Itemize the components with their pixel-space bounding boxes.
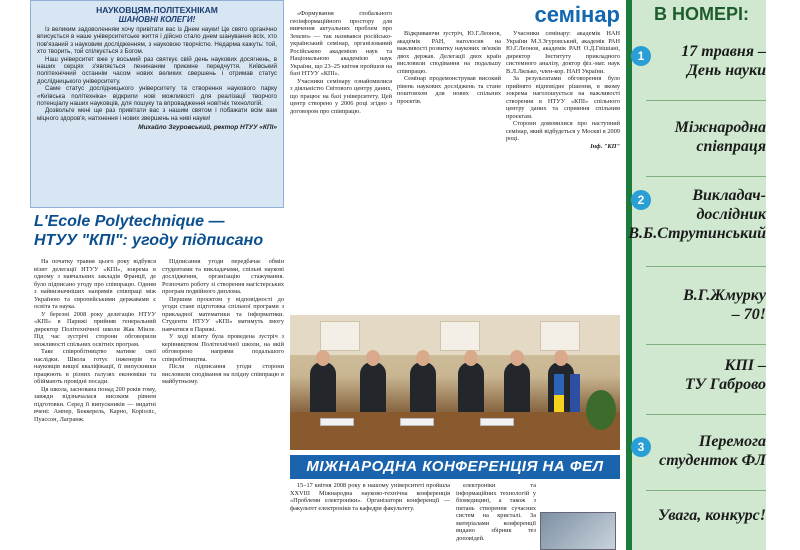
photo-window bbox=[320, 321, 360, 351]
seminar-column-1 bbox=[290, 10, 392, 310]
article-paragraph: У березні 2008 року делегацію НТУУ «КПІ» в Парижі прийняв генеральний директор Політехнічної школи Жак Мінле. Під час зустрічі сторони обговорили можливості спільних освітніх програм. bbox=[34, 310, 156, 348]
name-plate bbox=[480, 418, 514, 426]
ecole-article-column-2 bbox=[162, 258, 284, 550]
seminar-headline[interactable]: семінар bbox=[534, 2, 620, 27]
conference-headline[interactable]: МІЖНАРОДНА КОНФЕРЕНЦІЯ НА ФЕЛ bbox=[290, 455, 620, 479]
photo-head bbox=[510, 350, 524, 366]
rector-greeting-box bbox=[30, 0, 284, 208]
contents-divider bbox=[646, 490, 766, 491]
sidebar-cut-edge bbox=[766, 0, 800, 550]
article-paragraph: Після підписання угоди сторони висловили сподівання на плідну співпрацю в майбутньому. bbox=[162, 363, 284, 385]
contents-item-line: КПІ – bbox=[724, 357, 766, 374]
contents-divider bbox=[646, 414, 766, 415]
conference-paragraph: 15–17 квітня 2008 року в нашому університеті пройшла XXVIII Міжнародна науково-технічна конференція «Проблеми електроніки». Організатори конференції — факультет електроніки та кафедри факультету. bbox=[290, 482, 450, 512]
greeting-paragraph: Наш університет вже у восьмий раз святкує свій день наукових досягнень, в наших серцях з'являється пенинаним приємне передчуття. Київський політехнічний останнім часом нових великих свершень і отримав статус дослідницького університету. bbox=[37, 55, 277, 85]
contents-item-line: Викладач- bbox=[692, 187, 766, 204]
contents-item-international[interactable] bbox=[675, 118, 766, 156]
contents-divider bbox=[646, 100, 766, 101]
page-number-badge: 1 bbox=[631, 46, 651, 66]
name-plate bbox=[400, 418, 434, 426]
photo-window bbox=[540, 321, 580, 351]
greeting-paragraph: Із великим задоволенням хочу привітати вас із Днем науки! Це свято органічно вписується в наше університетське життя і дійсно стало днем шанування всіх, хто пов'язаний з науковим дослідженням, з науковою творчістю. Недарма кажуть: той, хто творить, той спілкується з Богом. bbox=[37, 26, 277, 56]
page-number-badge: 2 bbox=[631, 190, 651, 210]
greeting-paragraph: Дозвольте мені ще раз привітати вас з нашим святом і побажати всім вам міцного здоров'я, натхнення і нових звершень на ниві науки! bbox=[37, 107, 277, 122]
headline-line-1: L'Ecole Polytechnique — bbox=[34, 213, 225, 230]
contents-item-line: студенток ФЛ bbox=[659, 452, 766, 469]
photo-head bbox=[554, 350, 568, 366]
seminar-paragraph: «Формування глобального геоінформаційного простору для вивчення актуальних проблем про Землю» — так називався російсько-український семінар, організований Російською академією наук та Національною академією наук України, що 23–25 квітня пройшов на базі НТУУ «КПІ». bbox=[290, 10, 392, 77]
greeting-heading: НАУКОВЦЯМ-ПОЛІТЕХНІКАМ bbox=[96, 5, 218, 15]
contents-divider bbox=[646, 176, 766, 177]
contents-item-contest[interactable] bbox=[658, 506, 766, 525]
seminar-signature: Інф. "КП" bbox=[590, 142, 620, 150]
contents-item-line: В.Б.Струтинський bbox=[628, 225, 766, 242]
contents-divider bbox=[646, 266, 766, 267]
contents-divider bbox=[646, 344, 766, 345]
headline-line-2: НТУУ "КПІ": угоду підписано bbox=[34, 232, 264, 249]
conference-column-2 bbox=[456, 482, 536, 550]
seminar-column-2 bbox=[397, 30, 501, 310]
seminar-column-3 bbox=[506, 30, 620, 310]
sidebar-green-strip bbox=[626, 0, 632, 550]
contents-item-line: Міжнародна bbox=[674, 119, 766, 136]
photo-plant bbox=[586, 390, 616, 430]
article-paragraph: Підписання угоди передбачає обмін студентами та викладачами, спільні наукові дослідження, організацію стажування. Розпочато роботу зі створення магістерських програм подвійного диплома. bbox=[162, 258, 284, 295]
contents-title: В НОМЕРІ: bbox=[654, 4, 750, 24]
photo-head bbox=[416, 350, 430, 366]
seminar-paragraph: Учасники семінару ознайомилися з діяльністю Світового центру даних, що працює на базі університету. Цей центр створено у 2006 році згідно з договором про співпрацю. bbox=[290, 77, 392, 115]
article-paragraph: Першим проєктом у відповідності до угоди стане підготовка спільної програми з прикладної математики та інформатики. Студенти НТУУ «КПІ» матимуть змогу навчатися в Парижі. bbox=[162, 295, 284, 333]
photo-head bbox=[316, 350, 330, 366]
contents-item-line: День науки bbox=[686, 62, 766, 79]
conference-column-1 bbox=[290, 482, 450, 550]
name-plate bbox=[320, 418, 354, 426]
ecole-article-column-1 bbox=[34, 258, 156, 550]
seminar-paragraph: Семінар продемонстрував високий рівень наукових досліджень та стане поштовхом для нових спільних проєктів. bbox=[397, 75, 501, 105]
photo-head bbox=[464, 350, 478, 366]
photo-window bbox=[440, 321, 480, 351]
contents-item-teacher[interactable] bbox=[628, 186, 766, 243]
greeting-body bbox=[37, 26, 277, 122]
conference-paragraph: електроніки та інформаційних технологій у біомедицині, а також з питань створення сучасних систем на кристалі. За матеріалами конференції видано збірник тез доповідей. bbox=[456, 482, 536, 542]
contents-item-line: ТУ Габрово bbox=[684, 376, 766, 393]
conference-photo bbox=[290, 315, 620, 450]
eu-flag bbox=[570, 374, 580, 416]
seminar-paragraph: Сторони домовилися про наступний семінар, який відбудеться у Москві в 2009 році. bbox=[506, 120, 620, 142]
greeting-subheading: ШАНОВНІ КОЛЕГИ! bbox=[118, 15, 196, 24]
article-paragraph: Ця школа, заснована понад 200 років тому, завжди відзначалася високим рівнем підготовки. Серед її випускників — видатні вчені: Ампер, Беккерель, Карно, Коріоліс, Пуассон, Лагранж. bbox=[34, 385, 156, 423]
ukraine-flag bbox=[554, 374, 564, 416]
contents-item-line: Увага, конкурс! bbox=[657, 507, 766, 524]
contents-item-line: В.Г.Жмурку bbox=[683, 287, 766, 304]
contents-item-science-day[interactable] bbox=[681, 42, 766, 80]
contents-item-victory[interactable] bbox=[659, 432, 766, 470]
page-number-badge: 3 bbox=[631, 437, 651, 457]
contents-item-line: 17 травня – bbox=[681, 43, 766, 60]
contents-item-anniversary[interactable] bbox=[683, 286, 766, 324]
seminar-paragraph: За результатами обговорення було прийнято відповідне рішення, в якому зокрема наголошується на важливості створення в НТУУ «КПІ» спільного центру даних та сприяння спільним проєктам. bbox=[506, 75, 620, 120]
seminar-paragraph: Відкриваючи зустріч, Ю.Г.Леонов, академік РАН, наголосив на важливості розвитку наукових зв'язків двох держав. Делегації двох країн висловили сподівання на подальшу співпрацю. bbox=[397, 30, 501, 75]
conference-small-photo bbox=[540, 512, 616, 550]
contents-item-line: співпраця bbox=[696, 138, 766, 155]
article-paragraph: Таке співробітництво матиме свої наслідки. Школа готує інженерів та науковців вищої кваліфікації, її випускники працюють в різних галузях економіки та обіймають провідні посади. bbox=[34, 348, 156, 385]
article-paragraph: У ході візиту була проведена зустріч з керівництвом Політехнічної школи, на якій обговорено напрями подальшого співробітництва. bbox=[162, 333, 284, 363]
photo-head bbox=[366, 350, 380, 366]
seminar-paragraph: Учасники семінару: академік НАН України М.З.Згуровський, академік РАН Ю.Г.Леонов, академік РАН О.Д.Гвішіані, директор Інституту прикладного системного аналізу, доктор фіз.-мат. наук В.Л.Лялько, член-кор. НАН України. bbox=[506, 30, 620, 75]
contents-item-line: – 70! bbox=[731, 306, 766, 323]
article-paragraph: На початку травня цього року відбувся візит делегації НТУУ «КПІ», зокрема в одному з навчальних закладів Франції, де було підписано угоду про співпрацю. Одним з найвизначніших напрямів співпраці між Україною та європейськими державами є освіта та наука. bbox=[34, 258, 156, 310]
contents-item-gabrovo[interactable] bbox=[685, 356, 766, 394]
contents-item-line: дослідник bbox=[696, 206, 766, 223]
contents-item-line: Перемога bbox=[698, 433, 766, 450]
ecole-polytechnique-headline[interactable] bbox=[34, 212, 286, 250]
greeting-paragraph: Саме статус дослідницького університету та створення наукового парку «Київська політехніка» відкрили нові можливості для реалізації творчого потенціалу наших науковців, для пошуку та впровадження новітніх технологій. bbox=[37, 85, 277, 108]
greeting-signature: Михайло Згуровський, ректор НТУУ «КПІ» bbox=[138, 124, 277, 132]
